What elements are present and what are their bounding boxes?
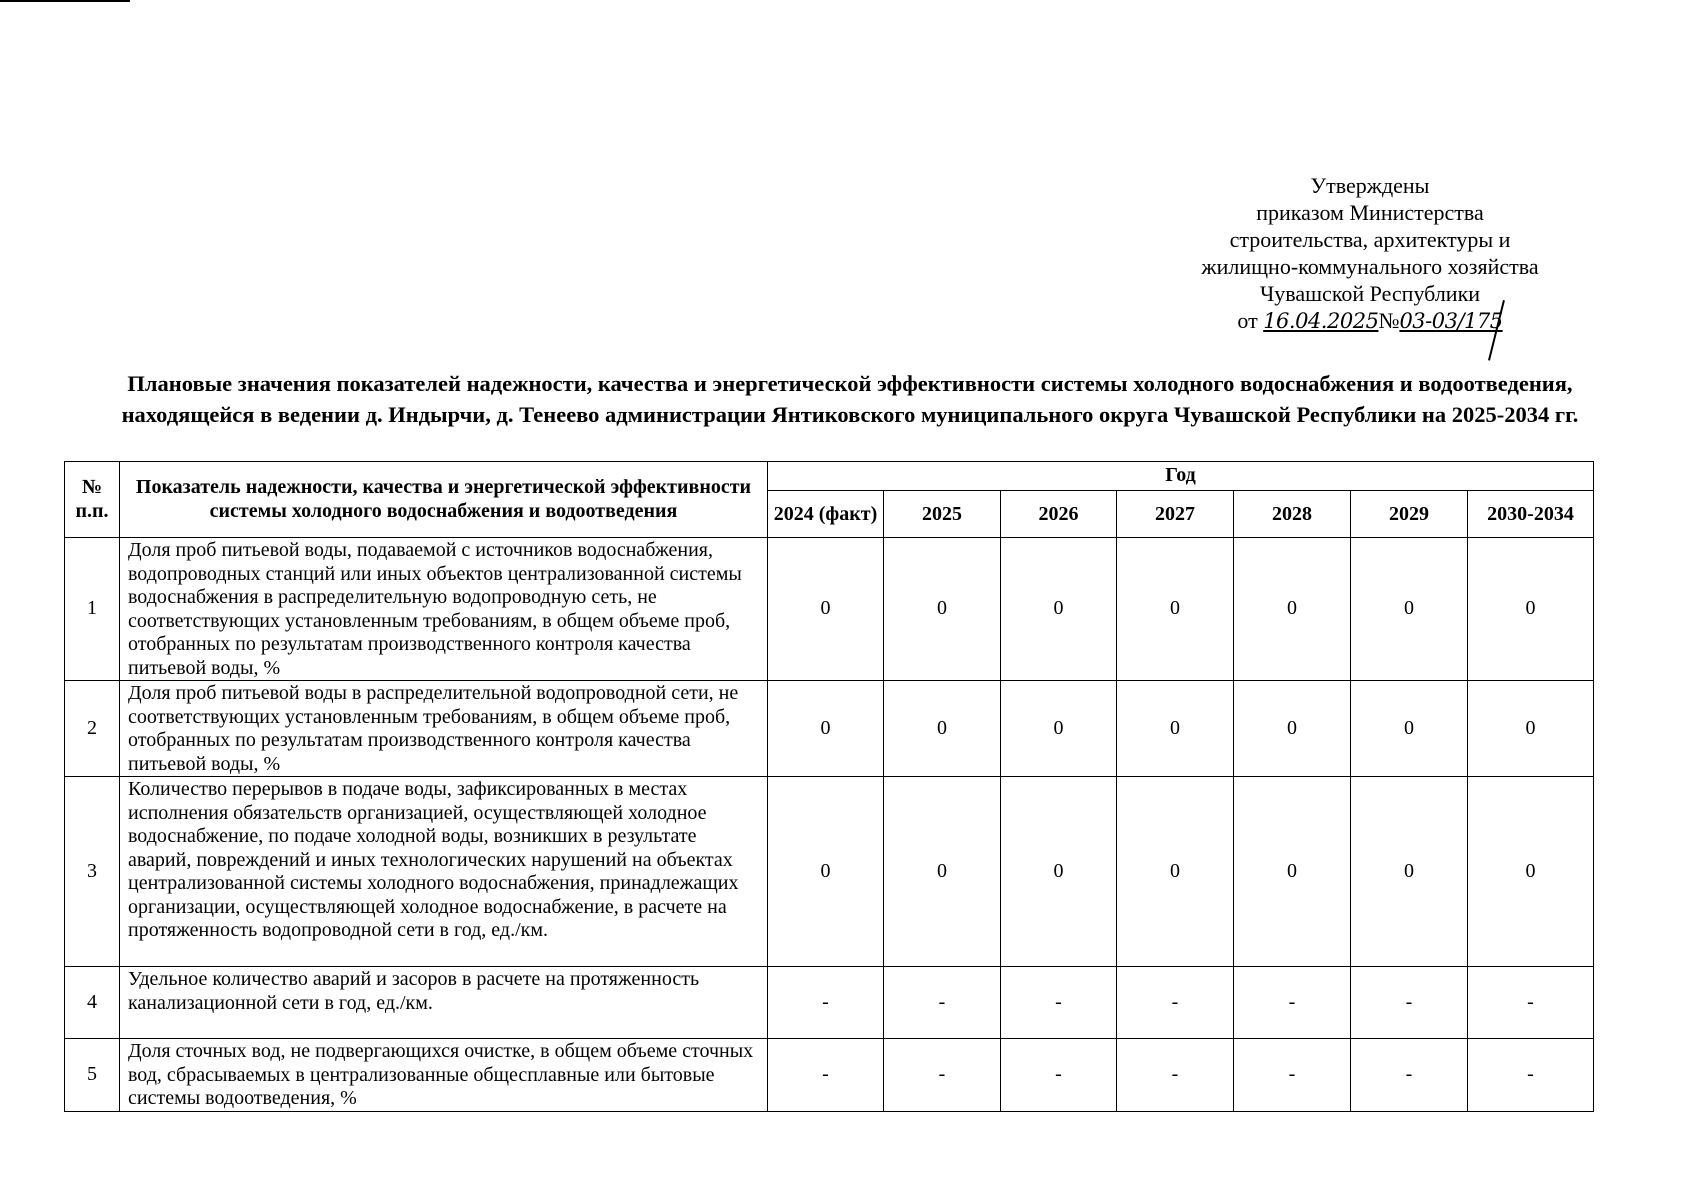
document-title: Плановые значения показателей надежности, качества и энергетической эффективности системы холодного водоснабжения и водоотведения, находящейся в ведении д. Индырчи, д. Тенеево администрации Янтиковского муниципального округа Чувашской Республики на 2025-2034 гг. [121,371,1579,427]
header-year: 2029 [1351,491,1468,538]
value-cell: 0 [1234,681,1351,777]
number-label: № [1378,308,1400,333]
header-year: 2025 [884,491,1001,538]
row-number: 4 [65,967,120,1039]
value-cell: 0 [1351,538,1468,681]
value-cell: 0 [1351,681,1468,777]
value-cell: - [1234,967,1351,1039]
table-row [65,538,1594,681]
approval-stamp [1150,172,1590,335]
indicators-table [64,461,1594,1112]
header-year: 2024 (факт) [768,491,884,538]
value-cell: 0 [1117,777,1234,967]
approval-number: 03-03/175 [1399,309,1503,333]
table-row [65,1039,1594,1112]
value-cell: 0 [1351,777,1468,967]
value-cell: - [1351,967,1468,1039]
value-cell: 0 [884,681,1001,777]
value-cell: 0 [1234,777,1351,967]
value-cell: - [1234,1039,1351,1112]
header-year-group: Год [768,462,1594,491]
approval-date-line [1150,307,1590,335]
value-cell: 0 [1468,777,1594,967]
approval-line-2: приказом Министерства [1256,200,1484,225]
value-cell: 0 [884,538,1001,681]
value-cell: - [1351,1039,1468,1112]
approval-line-4: жилищно-коммунального хозяйства [1201,254,1539,279]
value-cell: - [768,1039,884,1112]
value-cell: - [1117,967,1234,1039]
value-cell: - [1117,1039,1234,1112]
header-year: 2026 [1001,491,1117,538]
value-cell: - [1001,967,1117,1039]
approval-line-1: Утверждены [1310,173,1430,198]
approval-date: 16.04.2025 [1263,309,1379,333]
header-number: № п.п. [65,462,120,538]
value-cell: 0 [1001,538,1117,681]
indicator-text: Удельное количество аварий и засоров в расчете на протяженность канализационной сети в год, ед./км. [120,967,768,1039]
approval-line-3: строительства, архитектуры и [1229,227,1511,252]
row-number: 3 [65,777,120,967]
header-indicator: Показатель надежности, качества и энергетической эффективности системы холодного водоснабжения и водоотведения [120,462,768,538]
value-cell: - [1001,1039,1117,1112]
table-row [65,681,1594,777]
value-cell: 0 [1117,681,1234,777]
value-cell: 0 [1234,538,1351,681]
value-cell: 0 [1001,777,1117,967]
indicator-text: Доля сточных вод, не подвергающихся очистке, в общем объеме сточных вод, сбрасываемых в централизованные общесплавные или бытовые системы водоотведения, % [120,1039,768,1112]
value-cell: 0 [768,777,884,967]
value-cell: 0 [1001,681,1117,777]
top-rule [0,0,130,2]
indicator-text: Доля проб питьевой воды, подаваемой с источников водоснабжения, водопроводных станций или иных объектов централизованной системы водоснабжения в распределительную водопроводную сеть, не соответствующих установленным требованиям, в общем объеме проб, отобранных по результатам производственного контроля качества питьевой воды, % [120,538,768,681]
value-cell: - [884,967,1001,1039]
value-cell: - [768,967,884,1039]
header-year: 2027 [1117,491,1234,538]
table-row [65,777,1594,967]
value-cell: - [884,1039,1001,1112]
value-cell: 0 [1468,681,1594,777]
row-number: 5 [65,1039,120,1112]
header-year: 2028 [1234,491,1351,538]
value-cell: 0 [1468,538,1594,681]
row-number: 2 [65,681,120,777]
value-cell: - [1468,1039,1594,1112]
indicator-text: Количество перерывов в подаче воды, зафиксированных в местах исполнения обязательств организацией, осуществляющей холодное водоснабжение, по подаче холодной воды, возникших в результате аварий, повреждений и иных технологических нарушений на объектах централизованной системы холодного водоснабжения, принадлежащих организации, осуществляющей холодное водоснабжение, в расчете на протяженность водопроводной сети в год, ед./км. [120,777,768,967]
indicator-text: Доля проб питьевой воды в распределительной водопроводной сети, не соответствующих установленным требованиям, в общем объеме проб, отобранных по результатам производственного контроля качества питьевой воды, % [120,681,768,777]
value-cell: 0 [768,681,884,777]
approval-line-5: Чувашской Республики [1259,281,1481,306]
value-cell: 0 [1117,538,1234,681]
value-cell: 0 [884,777,1001,967]
value-cell: - [1468,967,1594,1039]
from-label: от [1237,308,1258,333]
row-number: 1 [65,538,120,681]
value-cell: 0 [768,538,884,681]
header-year: 2030-2034 [1468,491,1594,538]
table-row [65,967,1594,1039]
